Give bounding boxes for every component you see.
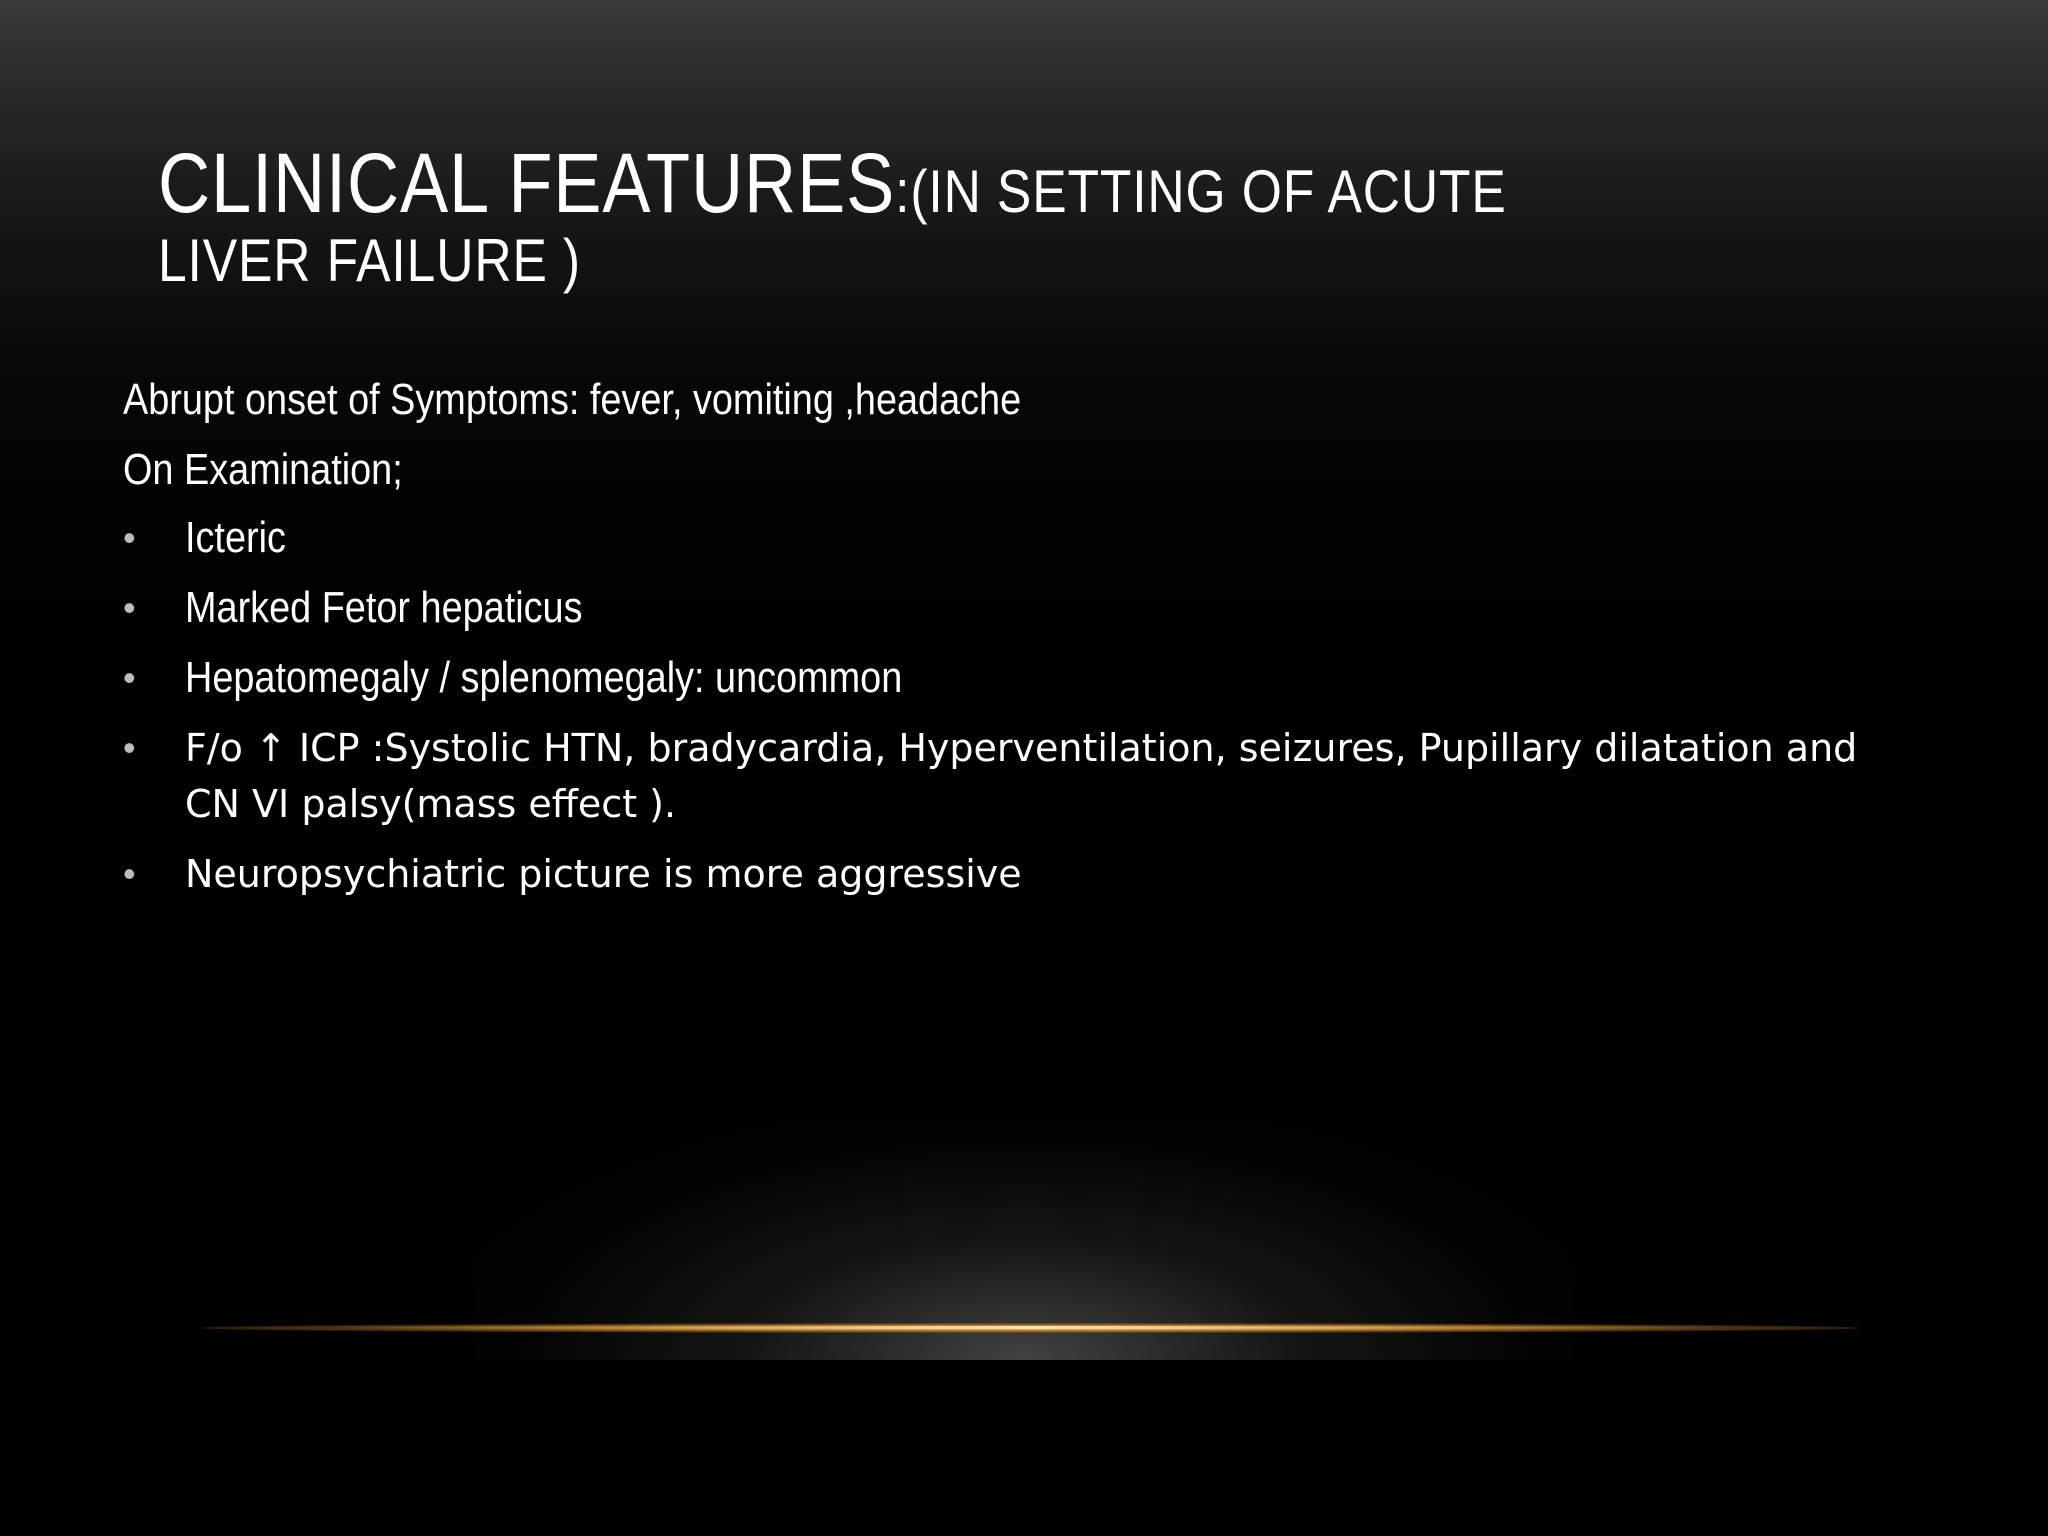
slide-body <box>123 370 1923 916</box>
title-subtitle: :(IN SETTING OF ACUTE LIVER FAILURE ) <box>158 158 1507 294</box>
list-item-icteric <box>123 510 1923 566</box>
list-item-text: Marked Fetor hepaticus <box>185 583 583 632</box>
horizon-light-core <box>330 1326 1730 1329</box>
list-item-text: Neuropsychiatric picture is more aggressive <box>185 852 1022 896</box>
examination-list <box>123 510 1923 902</box>
bullet-icon: • <box>123 853 136 894</box>
list-item-icp <box>123 720 1923 832</box>
intro-line-examination: On Examination; <box>123 445 403 494</box>
list-item-text: Hepatomegaly / splenomegaly: uncommon <box>185 653 903 702</box>
title-main: CLINICAL FEATURES <box>158 136 896 230</box>
bullet-icon: • <box>123 657 136 698</box>
list-item-neuropsychiatric <box>123 846 1923 902</box>
slide-title <box>158 138 1517 294</box>
list-item-hepatomegaly <box>123 650 1923 706</box>
intro-line-symptoms: Abrupt onset of Symptoms: fever, vomiting ,headache <box>123 375 1022 424</box>
list-item-text: F/o ↑ ICP :Systolic HTN, bradycardia, Hyperventilation, seizures, Pupillary dilatation and CN VI palsy(mass effect ). <box>185 726 1858 826</box>
bullet-icon: • <box>123 727 136 768</box>
bullet-icon: • <box>123 587 136 628</box>
list-item-fetor <box>123 580 1923 636</box>
bullet-icon: • <box>123 517 136 558</box>
list-item-text: Icteric <box>185 513 286 562</box>
